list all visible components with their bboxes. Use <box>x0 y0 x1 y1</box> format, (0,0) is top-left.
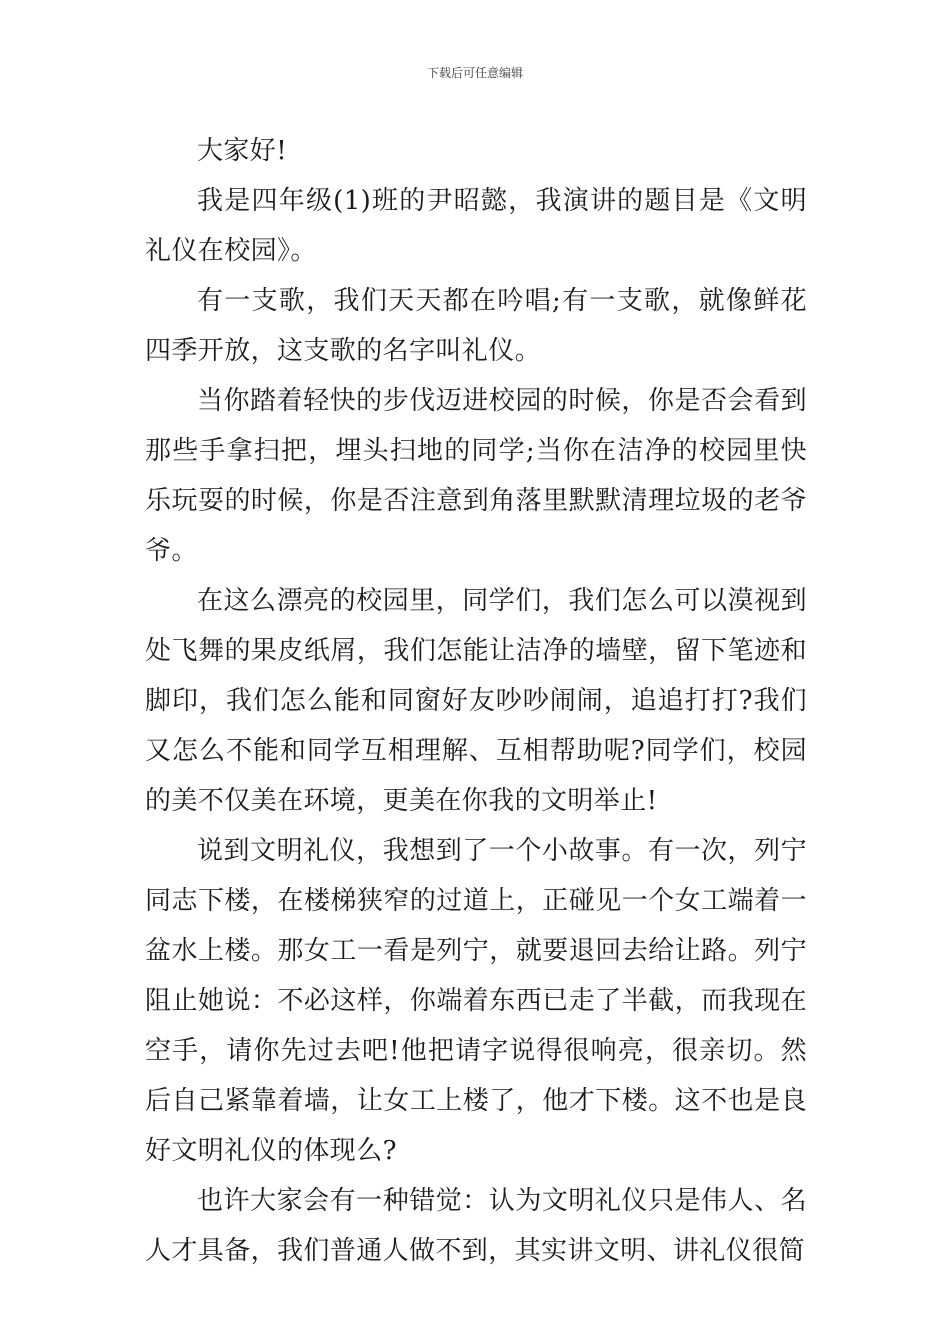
document-body <box>145 126 807 1276</box>
paragraph-campus-scene: 当你踏着轻快的步伐迈进校园的时候，你是否会看到那些手拿扫把，埋头扫地的同学;当你在洁净的校园里快乐玩耍的时候，你是否注意到角落里默默清理垃圾的老爷爷。 <box>145 386 807 566</box>
paragraph-misconception: 也许大家会有一种错觉：认为文明礼仪只是伟人、名人才具备，我们普通人做不到，其实讲文明、讲礼仪很简 <box>145 1186 807 1266</box>
page-header: 下载后可任意编辑 <box>426 66 523 80</box>
paragraph-lenin-story: 说到文明礼仪，我想到了一个小故事。有一次，列宁同志下楼，在楼梯狭窄的过道上，正碰见一个女工端着一盆水上楼。那女工一看是列宁，就要退回去给让路。列宁阻止她说：不必这样，你端着东西已走了半截，而我现在空手，请你先过去吧!他把请字说得很响亮，很亲切。然后自己紧靠着墙，让女工上楼了，他才下楼。这不也是良好文明礼仪的体现么? <box>145 836 807 1166</box>
paragraph-greeting: 大家好! <box>197 136 288 166</box>
paragraph-song: 有一支歌，我们天天都在吟唱;有一支歌，就像鲜花四季开放，这支歌的名字叫礼仪。 <box>145 286 807 366</box>
paragraph-campus-behavior: 在这么漂亮的校园里，同学们，我们怎么可以漠视到处飞舞的果皮纸屑，我们怎能让洁净的墙壁，留下笔迹和脚印，我们怎么能和同窗好友吵吵闹闹，追追打打?我们又怎么不能和同学互相理解、互相帮助呢?同学们，校园的美不仅美在环境，更美在你我的文明举止! <box>145 586 807 816</box>
paragraph-introduction: 我是四年级(1)班的尹昭懿，我演讲的题目是《文明礼仪在校园》。 <box>145 186 807 266</box>
